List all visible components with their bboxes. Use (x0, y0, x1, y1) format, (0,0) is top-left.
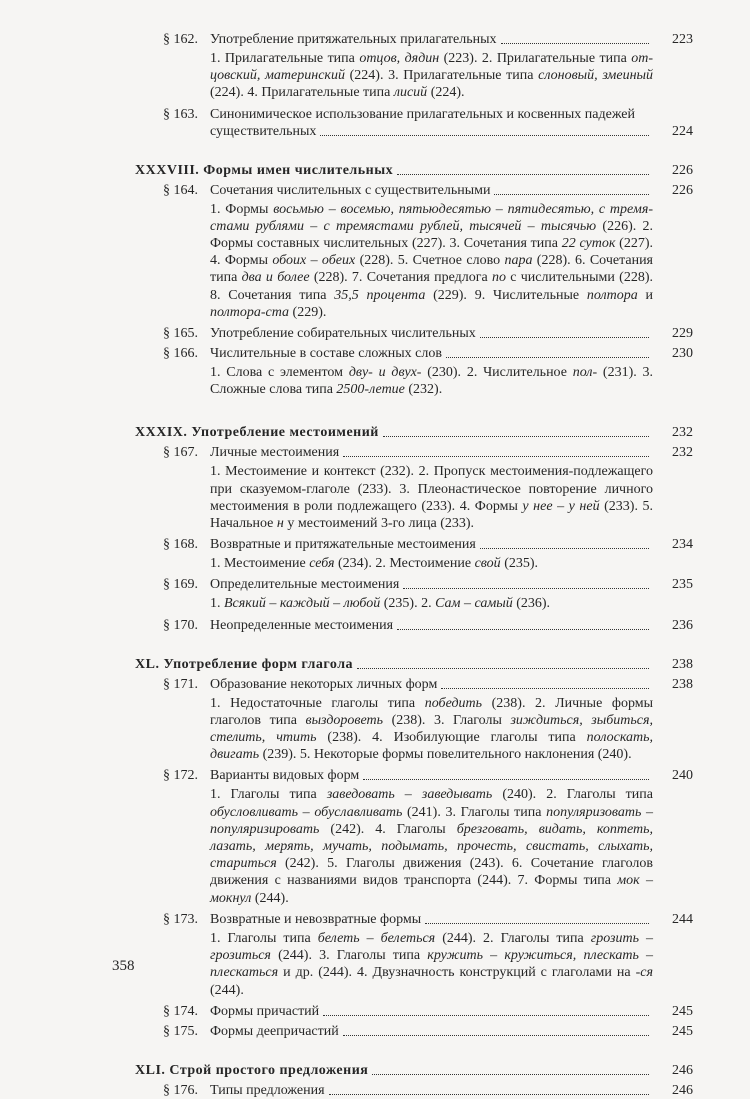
section-gap (135, 634, 693, 656)
subsection-text: 1. (210, 596, 224, 612)
subsection-text: 1. Недостаточные глаголы типа (210, 695, 425, 711)
subsection-list (135, 201, 693, 321)
subsection-text: у местоимений 3-го лица (233). (283, 516, 475, 532)
subsection-text: и (637, 287, 653, 303)
section-number: § 170. (163, 617, 198, 633)
page-number: 358 (112, 958, 135, 974)
section-title: Типы предложения (210, 1082, 325, 1098)
chapter-heading (135, 1062, 693, 1079)
page-ref: 232 (672, 445, 693, 461)
dot-leader (397, 629, 649, 630)
example-term: дву- и двух- (348, 365, 422, 381)
example-term: кружить – кружиться, плескать – плескаться (210, 948, 653, 981)
subsection-text: (232). (404, 382, 443, 398)
example-term: у нее – у ней (522, 498, 600, 514)
toc-entry (135, 617, 693, 634)
subsection-list (135, 595, 693, 612)
section-title: Возвратные и притяжательные местоимения (210, 537, 476, 553)
section-number: § 172. (163, 768, 198, 784)
section-number: § 171. (163, 676, 198, 692)
example-term: Сам – самый (435, 596, 513, 612)
toc-entry (135, 182, 693, 199)
toc-entry (135, 1023, 693, 1040)
subsection-list (135, 364, 693, 398)
section-number: § 176. (163, 1082, 198, 1098)
example-term: зиждиться, зыбиться, стелить, чтить (210, 712, 653, 746)
subsection-text: (244). 2. Глаголы типа (435, 930, 591, 946)
page-ref: 224 (672, 123, 693, 139)
section-number: § 174. (163, 1003, 198, 1019)
toc-entry (135, 31, 693, 48)
toc-entry (135, 536, 693, 553)
example-term: два и более (241, 270, 310, 286)
chapter-title: XXXIX. Употребление местоимений (135, 425, 379, 441)
subsection-text: (235). 2. (380, 596, 436, 612)
dot-leader (323, 1015, 649, 1016)
section-number: § 168. (163, 537, 198, 553)
subsection-text: (224). (427, 85, 465, 101)
subsection-text: (224). 4. Прилагательные типа (210, 85, 394, 101)
subsection-text: (238). 2. Личные формы глаголов типа (210, 695, 654, 728)
page-ref: 245 (672, 1023, 693, 1039)
toc-entry (135, 106, 693, 123)
section-title-continued: существительных (210, 123, 317, 139)
example-term: полтора (586, 287, 638, 303)
section-title: Формы причастий (210, 1003, 320, 1019)
section-title: Варианты видовых форм (210, 768, 360, 784)
page-ref: 246 (672, 1082, 693, 1098)
example-term: популяризовать – популяризировать (210, 804, 653, 837)
example-term: 22 суток (561, 236, 616, 252)
subsection-text: (230). 2. Числительное (421, 365, 573, 381)
subsection-text: (240). 2. Глаголы типа (492, 787, 653, 803)
section-gap (135, 402, 693, 424)
subsection-text: (223). 2. Прилагательные типа (439, 51, 632, 66)
subsection-text: (228). 5. Счетное слово (355, 253, 505, 269)
subsection-list (135, 463, 693, 532)
chapter-title: XXXVIII. Формы имен числительных (135, 162, 394, 178)
example-term: брезговать, видать, коптеть, лазать, мерять, мучать, подымать, прочесть, свистать, слыхать, стариться (210, 821, 654, 872)
toc-entry (135, 911, 693, 928)
section-title: Личные местоимения (210, 445, 340, 461)
example-term: н (276, 516, 284, 532)
example-term: обусловливать – обуславливать (210, 804, 403, 820)
page-ref: 240 (672, 768, 693, 784)
dot-leader (320, 135, 649, 136)
subsection-text: (227). 4. Формы (210, 236, 653, 269)
toc-entry (135, 444, 693, 461)
example-term: победить (424, 695, 483, 711)
section-title: Образование некоторых личных форм (210, 676, 438, 692)
toc-entry (135, 345, 693, 362)
toc-entry-continued (135, 123, 693, 140)
chapter-heading (135, 424, 693, 441)
subsection-text: (239). 5. Некоторые формы повелительного наклонения (240). (259, 747, 632, 763)
page-ref: 244 (672, 911, 693, 927)
section-number: § 163. (163, 106, 198, 122)
page-ref: 226 (672, 182, 693, 198)
subsection-text: 1. Глаголы типа (210, 930, 318, 946)
example-term: мок – мокнул (210, 873, 654, 906)
dot-leader (329, 1094, 649, 1095)
example-term: 2500-летие (336, 382, 405, 398)
toc-entry (135, 325, 693, 342)
toc-entry (135, 576, 693, 593)
example-term: выздороветь (305, 712, 384, 728)
dot-leader (501, 43, 649, 44)
page-ref: 245 (672, 1003, 693, 1019)
example-term: себя (309, 556, 335, 572)
dot-leader (372, 1074, 649, 1075)
chapter-heading (135, 656, 693, 673)
section-number: § 167. (163, 445, 198, 461)
example-term: 35,5 процента (334, 287, 426, 303)
section-title: Неопределенные местоимения (210, 617, 394, 633)
example-term: слоновый, змеиный (538, 68, 654, 84)
subsection-text: (242). 4. Глаголы (319, 821, 457, 837)
example-term: полтора-ста (210, 304, 290, 320)
subsection-text: (238). 4. Изобилующие глаголы типа (316, 730, 587, 746)
dot-leader (343, 456, 649, 457)
page-ref: 238 (672, 656, 693, 672)
dot-leader (446, 357, 649, 358)
example-term: обоих – обеих (272, 253, 356, 269)
subsection-text: (244). 3. Глаголы типа (270, 948, 428, 964)
example-term: пол- (572, 365, 598, 381)
section-number: § 164. (163, 182, 198, 198)
section-title: Синонимическое использование прилагательных и косвенных падежей (210, 106, 636, 122)
dot-leader (363, 779, 649, 780)
page-ref: 246 (672, 1062, 693, 1078)
subsection-text: (228). 6. Сочетания типа (210, 253, 654, 286)
chapter-title: XLI. Строй простого предложения (135, 1062, 369, 1078)
subsection-text: (241). 3. Глаголы типа (402, 804, 547, 820)
page-ref: 223 (672, 32, 693, 47)
subsection-text: с числительными (228). 8. Сочетания типа (210, 270, 653, 303)
section-title: Определительные местоимения (210, 577, 400, 593)
section-number: § 175. (163, 1023, 198, 1039)
dot-leader (441, 688, 649, 689)
example-term: -ся (635, 965, 653, 981)
example-term: белеть – белеться (317, 930, 436, 946)
section-number: § 173. (163, 911, 198, 927)
chapter-title: XL. Употребление форм глагола (135, 656, 354, 672)
page-ref: 236 (672, 617, 693, 633)
example-term: заведовать – заведывать (326, 787, 493, 803)
subsection-text: (242). 5. Глаголы движения (243). 6. Сочетание глаголов движения с названиями видов транспорта (244). 7. Формы типа (210, 856, 653, 889)
subsection-text: 1. Глаголы типа (210, 787, 327, 803)
subsection-text: 1. Местоимение и контекст (232). 2. Пропуск местоимения-подлежащего при сказуемом-глаголе (233). 3. Плеонастическое повторение личного местоимения в роли подлежащего (233). 4. Формы (210, 464, 653, 514)
section-title: Сочетания числительных с существительными (210, 182, 491, 198)
subsection-text: и др. (244). 4. Двузначность конструкций с глаголами на (278, 965, 636, 981)
subsection-list (135, 695, 693, 764)
example-term: свой (474, 556, 501, 572)
example-term: грозить – грозиться (210, 930, 653, 964)
subsection-text: 1. Формы (210, 201, 274, 217)
page-ref: 235 (672, 577, 693, 593)
dot-leader (425, 923, 649, 924)
dot-leader (397, 174, 649, 175)
section-gap (135, 1040, 693, 1062)
page-ref: 232 (672, 425, 693, 441)
subsection-text: 1. Местоимение (210, 556, 310, 572)
section-number: § 169. (163, 577, 198, 593)
toc-entry (135, 1082, 693, 1099)
subsection-text: (233). 5. Начальное (210, 498, 653, 532)
section-number: § 166. (163, 346, 198, 362)
dot-leader (343, 1035, 649, 1036)
dot-leader (403, 588, 649, 589)
dot-leader (494, 194, 649, 195)
example-term: полоскать, двигать (210, 730, 653, 763)
example-term: отцов, дядин (359, 51, 440, 66)
table-of-contents (135, 28, 693, 1099)
example-term: Всякий – каждый – любой (224, 596, 381, 612)
subsection-list (135, 50, 693, 102)
section-gap (135, 140, 693, 162)
dot-leader (480, 337, 649, 338)
example-term: лисий (393, 85, 428, 101)
subsection-text: 1. Слова с элементом (210, 365, 349, 381)
example-term: от-цовский, материнский (210, 51, 653, 84)
subsection-text: (235). (500, 556, 539, 572)
subsection-text: (236). (512, 596, 551, 612)
dot-leader (383, 436, 649, 437)
page-ref: 238 (672, 676, 693, 692)
dot-leader (357, 668, 649, 669)
subsection-text: (229). (289, 304, 327, 320)
subsection-list (135, 930, 693, 999)
page-ref: 229 (672, 326, 693, 342)
subsection-text: (238). 3. Глаголы (383, 712, 511, 728)
section-title: Употребление собирательных числительных (210, 326, 476, 342)
toc-entry (135, 767, 693, 784)
example-term: восьмью – восемью, пятьюдесятью – пятидесятью, с тремя-стами рублями – с тремястами рублей, тысячей – тысячью (210, 201, 653, 234)
subsection-list (135, 555, 693, 572)
subsection-text: 1. Прилагательные типа (210, 51, 360, 66)
section-number: § 165. (163, 326, 198, 342)
chapter-heading (135, 162, 693, 179)
example-term: по (491, 270, 506, 286)
subsection-text: (224). 3. Прилагательные типа (344, 68, 539, 84)
section-title: Формы деепричастий (210, 1023, 339, 1039)
section-title: Возвратные и невозвратные формы (210, 911, 422, 927)
subsection-text: (229). 9. Числительные (425, 287, 587, 303)
toc-entry (135, 1003, 693, 1020)
dot-leader (480, 548, 649, 549)
section-title: Употребление притяжательных прилагательных (210, 32, 497, 47)
subsection-text: (226). 2. Формы составных числительных (227). 3. Сочетания типа (210, 218, 653, 252)
subsection-text: (231). 3. Сложные слова типа (210, 365, 654, 398)
subsection-list (135, 786, 693, 906)
page-ref: 226 (672, 162, 693, 178)
subsection-text: (244). (251, 890, 289, 906)
page-ref: 230 (672, 346, 693, 362)
toc-entry (135, 676, 693, 693)
section-title: Числительные в составе сложных слов (210, 346, 442, 362)
page-ref: 234 (672, 537, 693, 553)
example-term: пара (504, 253, 533, 269)
subsection-text: (244). (210, 982, 244, 998)
section-number: § 162. (163, 32, 198, 47)
subsection-text: (234). 2. Местоимение (334, 556, 475, 572)
subsection-text: (228). 7. Сочетания предлога (309, 270, 492, 286)
